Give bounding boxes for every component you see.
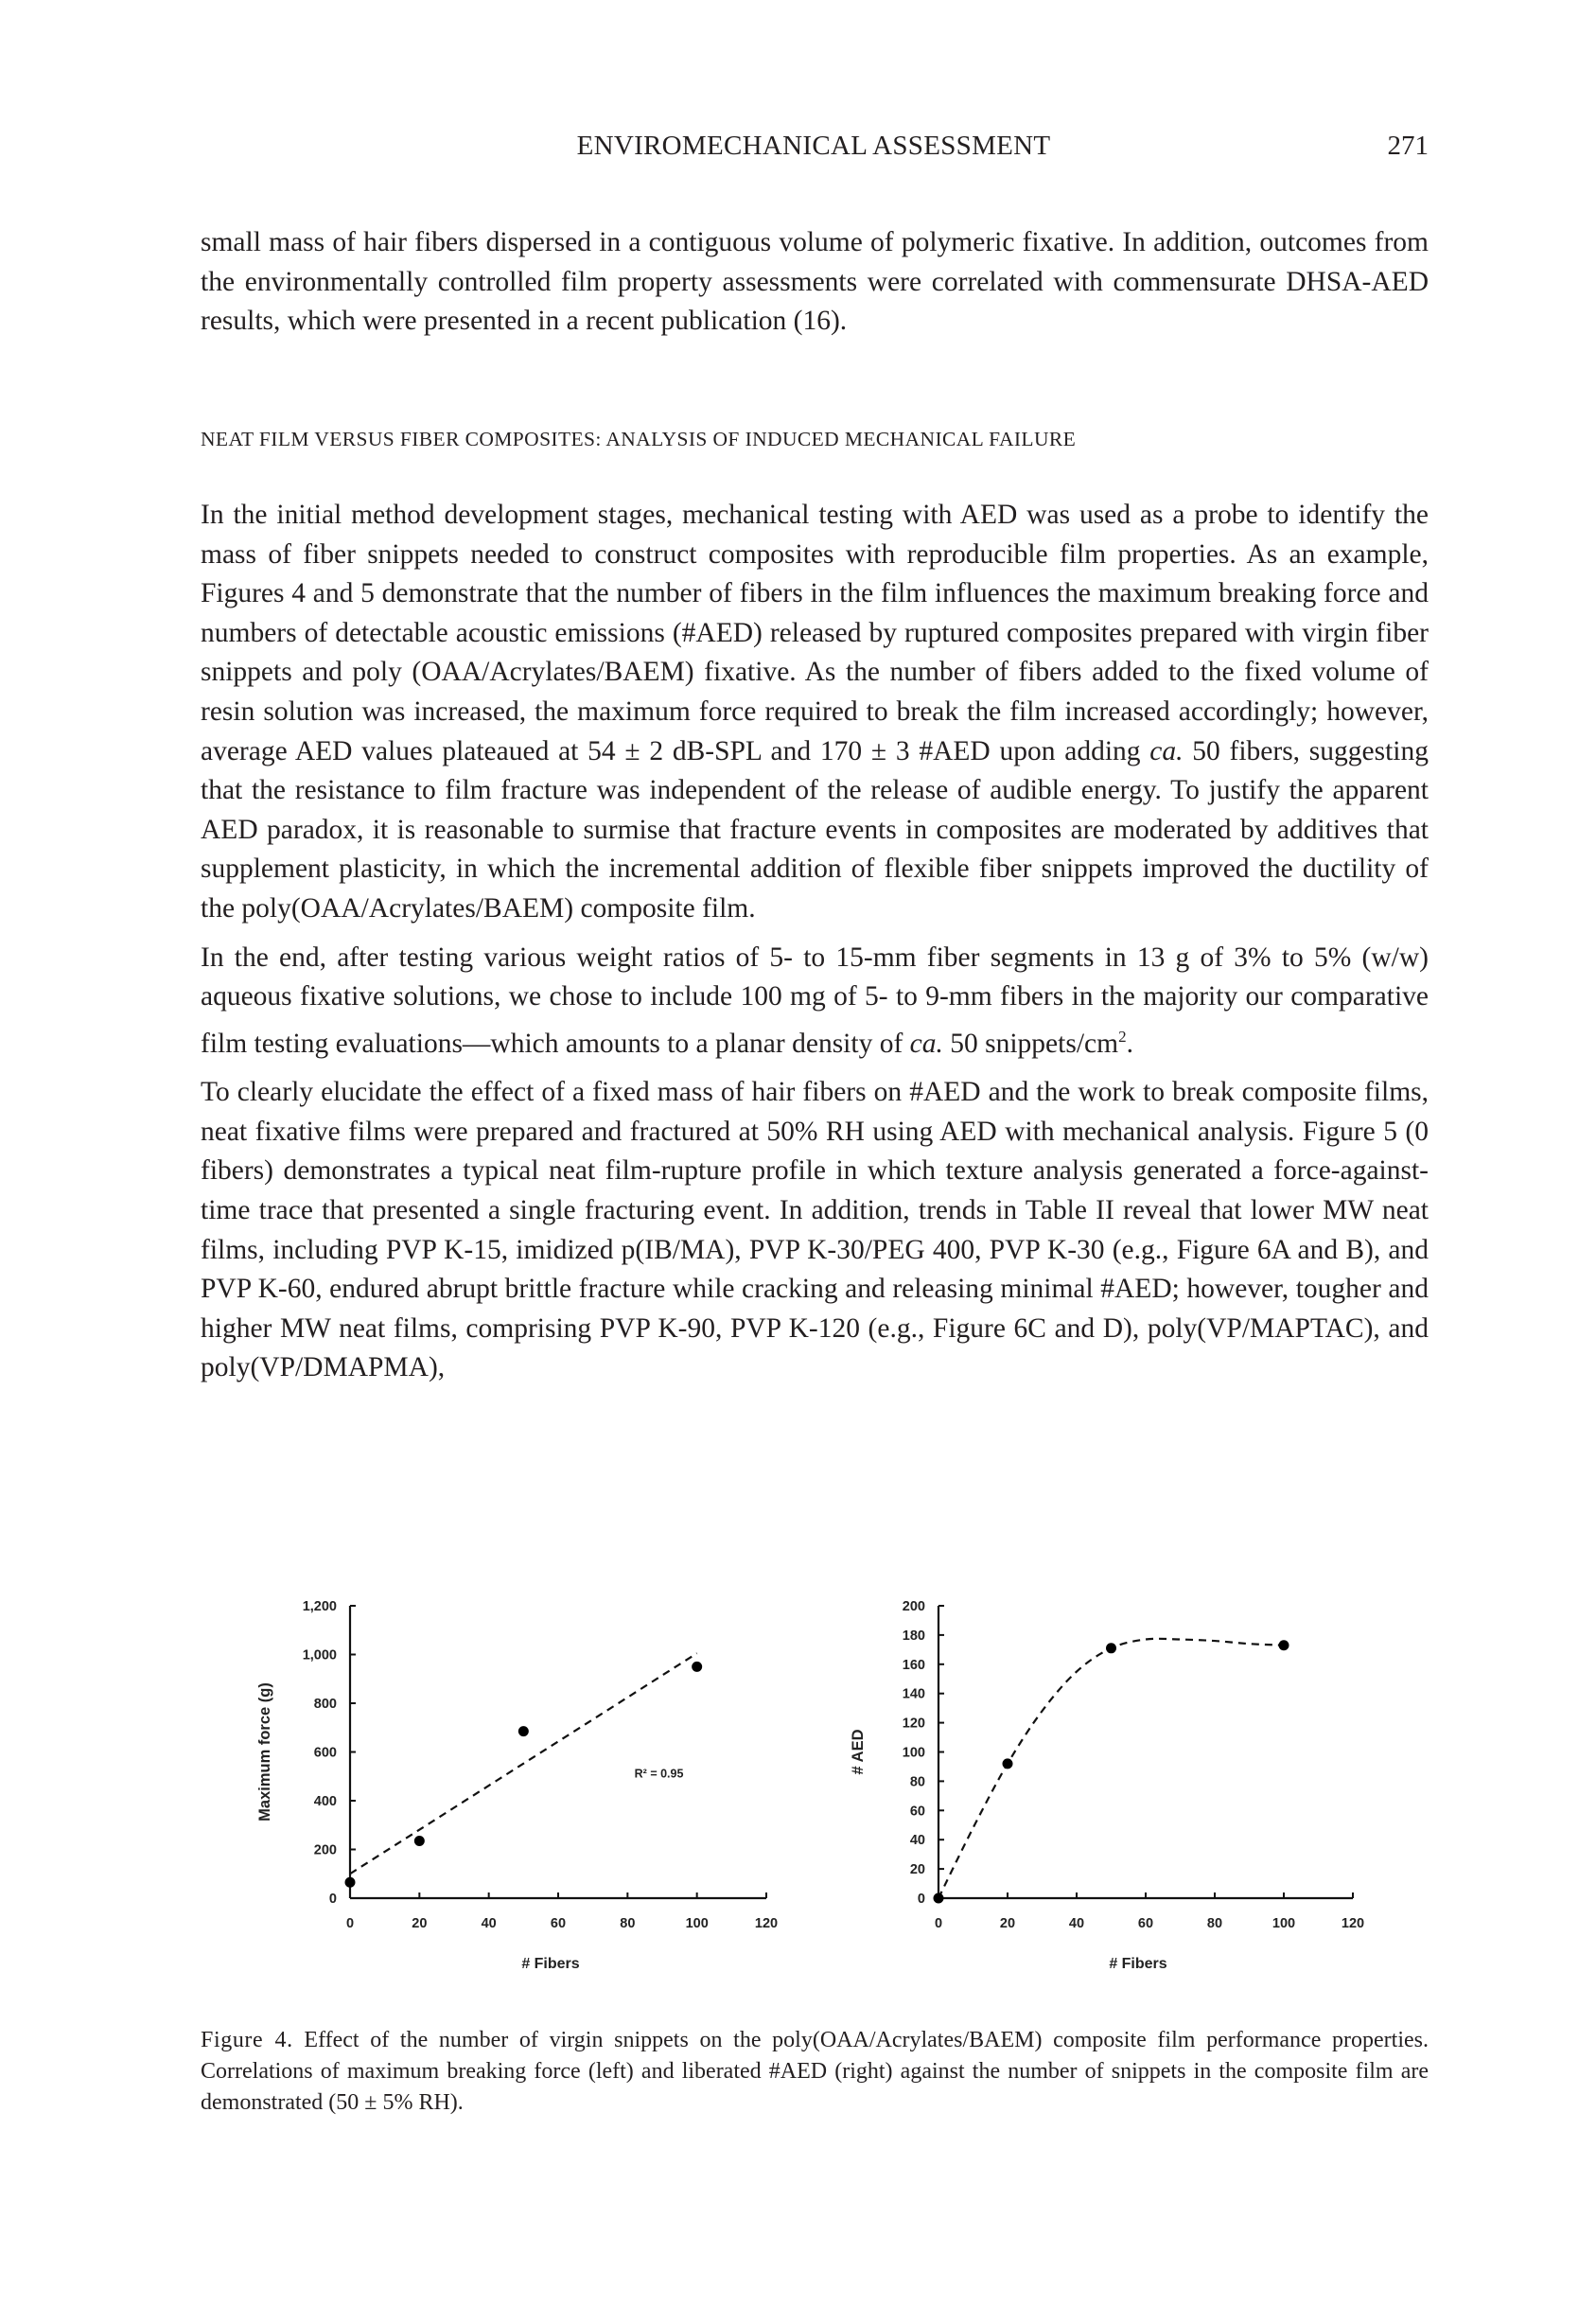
data-point: [414, 1836, 425, 1846]
data-point: [345, 1877, 356, 1888]
data-point: [1003, 1758, 1013, 1769]
data-point: [692, 1662, 702, 1672]
x-tick-label: 120: [1341, 1916, 1365, 1931]
paragraph: small mass of hair fibers dispersed in a contiguous volume of polymeric fixative. In addition, outcomes from the environmentally controlled film property assessments were correlated with commensurate DHSA-AED results, which were presented in a recent publication (16).: [201, 227, 1429, 337]
data-point: [518, 1726, 529, 1736]
figure-4-charts: [0, 1571, 1596, 2006]
y-tick-label: 20: [909, 1862, 925, 1878]
section-heading: NEAT FILM VERSUS FIBER COMPOSITES: ANALYSIS OF INDUCED MECHANICAL FAILURE: [201, 428, 1077, 450]
x-tick-label: 0: [934, 1916, 943, 1931]
paragraph: In the initial method development stages, mechanical testing with AED was used as a probe to identify the mass of fiber snippets needed to construct composites with reproducible film properties. As an example, Figures 4 and 5 demonstrate that the number of fibers in the film influences the maximum breaking force and numbers of detectable acoustic emissions (#AED) released by ruptured composites prepared with virgin fiber snippets and poly (OAA/Acrylates/BAEM) fixative. As the number of fibers added to the fixed volume of resin solution was increased, the maximum force required to break the film increased accordingly; however, average AED values plateaued at 54 ± 2 dB-SPL and 170 ± 3 #AED upon adding ca. 50 fibers, suggesting that the resistance to film fracture was independent of the release of audible energy. To justify the apparent AED paradox, it is reasonable to surmise that fracture events in composites are moderated by additives that supplement plasticity, in which the incremental addition of flexible fiber snippets improved the ductility of the poly(OAA/Acrylates/BAEM) composite film.: [201, 500, 1429, 924]
chart-max-force: [256, 1599, 778, 1972]
y-tick-label: 40: [909, 1833, 925, 1849]
y-tick-label: 0: [328, 1892, 337, 1907]
y-tick-label: 100: [902, 1745, 925, 1761]
chart-aed: [850, 1599, 1364, 1972]
y-tick-label: 0: [917, 1892, 925, 1907]
x-tick-label: 120: [754, 1916, 779, 1931]
y-tick-label: 60: [909, 1804, 925, 1820]
y-tick-label: 200: [313, 1842, 337, 1858]
data-point: [1106, 1643, 1116, 1653]
data-point: [1279, 1640, 1289, 1650]
x-tick-label: 20: [412, 1916, 428, 1931]
y-axis-label: # AED: [850, 1729, 867, 1775]
x-tick-label: 0: [345, 1916, 355, 1931]
figure-label: Figure 4.: [201, 2028, 293, 2052]
running-head: [199, 131, 1429, 168]
y-axis-label: Maximum force (g): [256, 1682, 273, 1822]
y-tick-label: 160: [902, 1657, 925, 1673]
x-tick-label: 60: [550, 1916, 567, 1931]
x-axis-label: # Fibers: [1109, 1956, 1167, 1972]
data-point: [934, 1893, 944, 1904]
x-tick-label: 20: [999, 1916, 1016, 1931]
x-tick-label: 80: [620, 1916, 636, 1931]
y-tick-label: 200: [902, 1599, 925, 1614]
x-tick-label: 40: [1068, 1916, 1085, 1931]
y-tick-label: 400: [313, 1794, 337, 1809]
paragraph-continuation: [201, 223, 1429, 351]
y-tick-label: 600: [313, 1745, 337, 1761]
trendline: [350, 1653, 697, 1874]
x-tick-label: 60: [1137, 1916, 1154, 1931]
paragraph: In the end, after testing various weight ratios of 5- to 15-mm fiber segments in 13 g of 3% to 5% (w/w) aqueous fixative solutions, we chose to include 100 mg of 5- to 9-mm fibers in the majority our comparative film testing evaluations—which amounts to a planar density of ca. 50 snippets/$cm^2$.: [201, 942, 1429, 1059]
y-tick-label: 80: [909, 1774, 925, 1790]
x-tick-label: 80: [1206, 1916, 1223, 1931]
r-squared-annotation: R² = 0.95: [634, 1767, 684, 1781]
x-tick-label: 100: [1272, 1916, 1296, 1931]
trendline: [938, 1639, 1284, 1898]
running-title: ENVIROMECHANICAL ASSESSMENT: [576, 131, 1051, 161]
y-tick-label: 1,000: [302, 1647, 337, 1663]
paragraph: To clearly elucidate the effect of a fixed mass of hair fibers on #AED and the work to break composite films, neat fixative films were prepared and fractured at 50% RH using AED with mechanical analysis. Figure 5 (0 fibers) demonstrates a typical neat film-rupture profile in which texture analysis generated a force-against-time trace that presented a single fracturing event. In addition, trends in Table II reveal that lower MW neat films, including PVP K-15, imidized p(IB/MA), PVP K-30/PEG 400, PVP K-30 (e.g., Figure 6A and B), and PVP K-60, endured abrupt brittle fracture while cracking and releasing minimal #AED; however, tougher and higher MW neat films, comprising PVP K-90, PVP K-120 (e.g., Figure 6C and D), poly(VP/MAPTAC), and poly(VP/DMAPMA),: [201, 1077, 1429, 1383]
figure-4: [0, 1571, 1596, 2006]
y-tick-label: 800: [313, 1697, 337, 1712]
y-tick-label: 120: [902, 1716, 925, 1732]
y-tick-label: 140: [902, 1686, 925, 1702]
caption-text: Effect of the number of virgin snippets on the poly(OAA/Acrylates/BAEM) composite film performance properties. Correlations of maximum breaking force (left) and liberated #AED (right) against the number of snippets in the composite film are demonstrated (50 ± 5% RH).: [201, 2028, 1429, 2115]
figure-caption: [201, 2025, 1429, 2119]
x-axis-label: # Fibers: [521, 1956, 580, 1972]
page-number: 271: [1387, 131, 1429, 161]
body-text: [201, 496, 1429, 1398]
y-tick-label: 180: [902, 1628, 925, 1644]
x-tick-label: 100: [685, 1916, 709, 1931]
y-tick-label: 1,200: [302, 1599, 337, 1614]
x-tick-label: 40: [481, 1916, 497, 1931]
